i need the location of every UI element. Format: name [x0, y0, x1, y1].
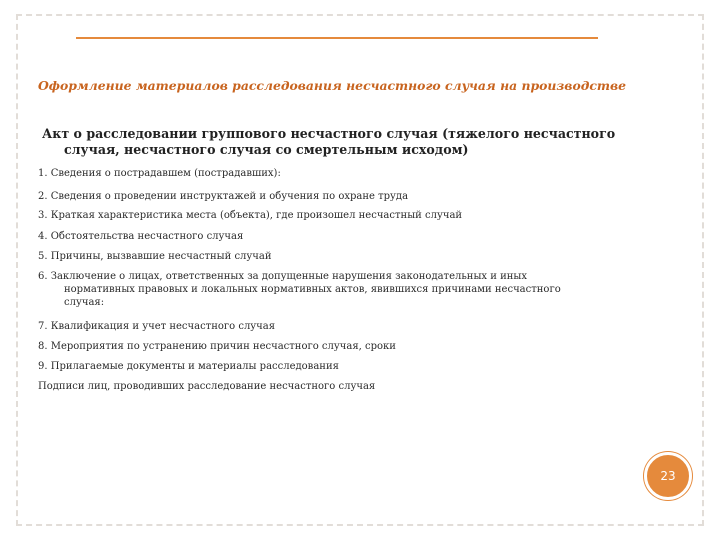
list-item-5: 5. Причины, вызвавшие несчастный случай — [38, 251, 272, 262]
list-item-6-line-2: нормативных правовых и локальных нормативных актов, явившихся причинами несчастного — [64, 284, 561, 295]
list-item-3: 3. Краткая характеристика места (объекта), где произошел несчастный случай — [38, 210, 463, 221]
list-item-6-line-1: 6. Заключение о лицах, ответственных за допущенные нарушения законодательных и иных — [38, 271, 528, 282]
act-title-line-2: случая, несчастного случая со смертельным исходом) — [64, 142, 469, 157]
act-title-line-1: Акт о расследовании группового несчастного случая (тяжелого несчастного — [42, 126, 616, 141]
page-number-badge: 23 — [644, 452, 692, 500]
list-item-1: 1. Сведения о пострадавшем (пострадавших): — [38, 168, 281, 179]
list-item-6 — [38, 270, 630, 309]
list-item-6-line-3: случая: — [64, 297, 105, 308]
list-item-8: 8. Мероприятия по устранению причин несчастного случая, сроки — [38, 341, 396, 352]
slide-frame-side — [702, 14, 720, 526]
header-rule — [76, 37, 598, 39]
list-item-7: 7. Квалификация и учет несчастного случая — [38, 321, 276, 332]
signatures-line: Подписи лиц, проводивших расследование несчастного случая — [38, 381, 376, 392]
act-title — [42, 126, 642, 158]
list-item-9: 9. Прилагаемые документы и материалы расследования — [38, 361, 339, 372]
list-item-4: 4. Обстоятельства несчастного случая — [38, 231, 244, 242]
section-title: Оформление материалов расследования несчастного случая на производстве — [38, 78, 627, 93]
list-item-2: 2. Сведения о проведении инструктажей и обучения по охране труда — [38, 191, 409, 202]
